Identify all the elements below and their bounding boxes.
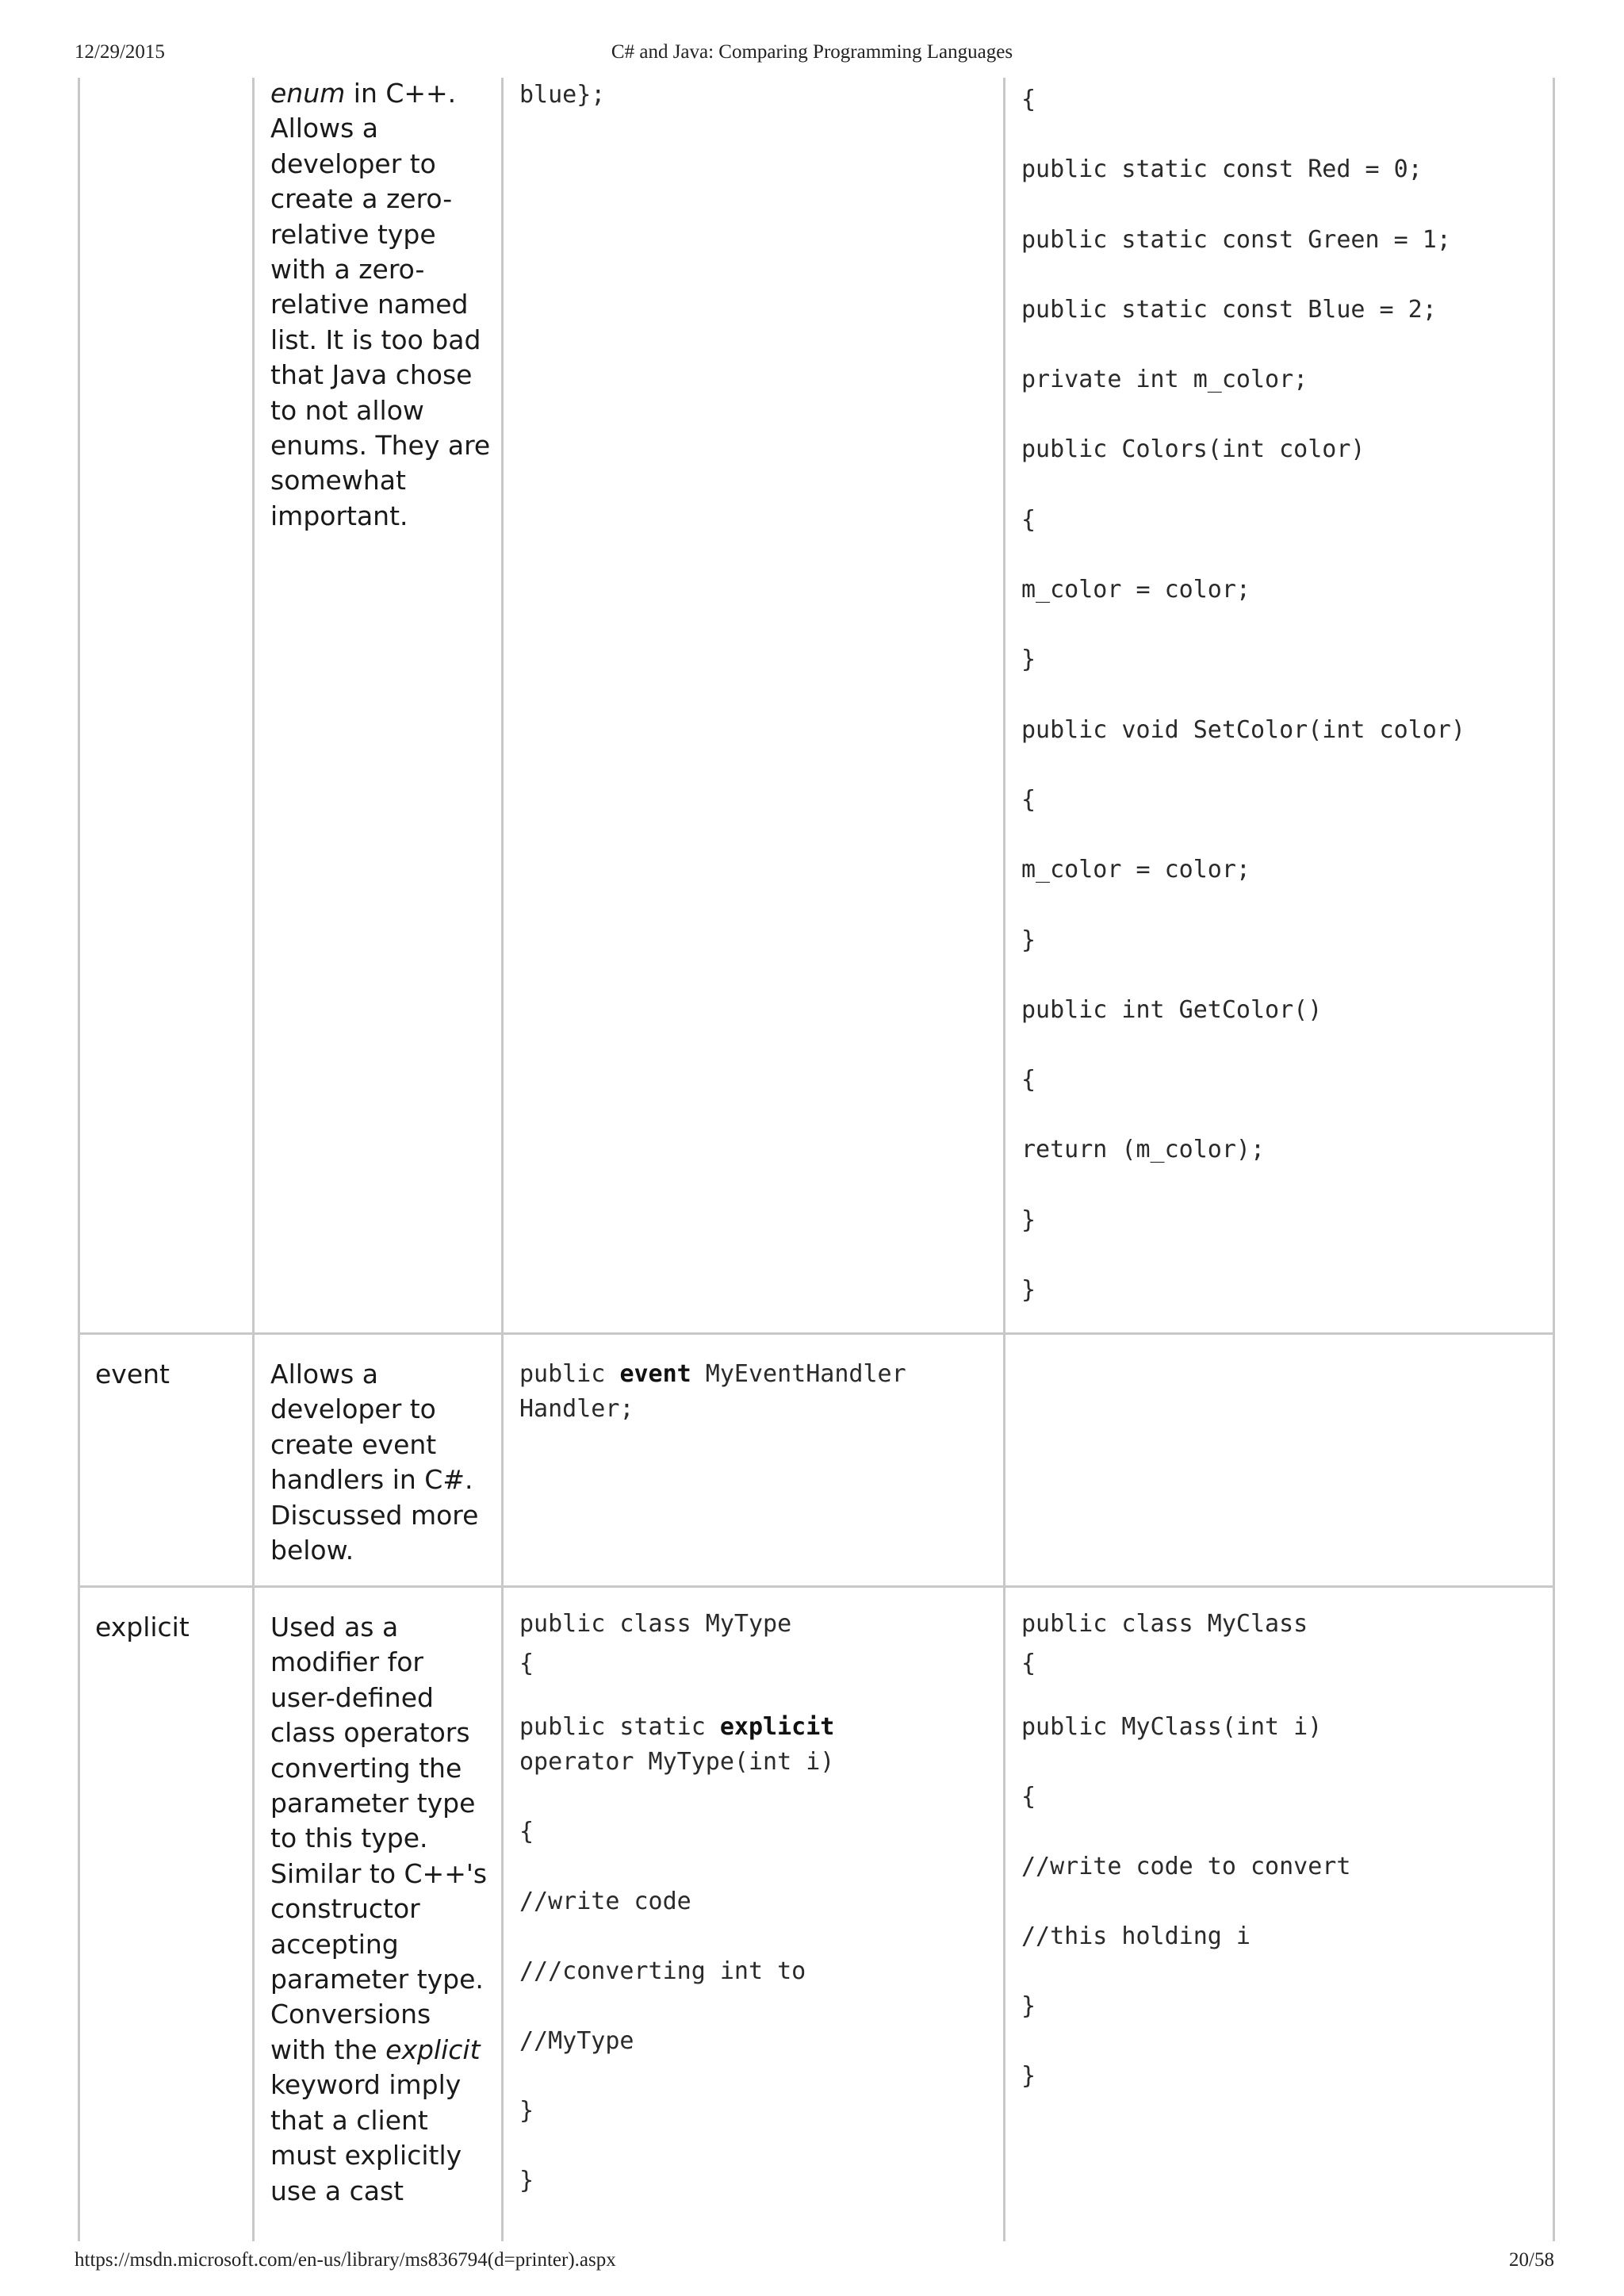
code-text: public static (519, 1713, 720, 1741)
code-line: public Colors(int color) (1021, 435, 1365, 464)
code-line: operator MyType(int i) (519, 1748, 835, 1776)
code-line: } (1021, 1992, 1036, 2020)
code-line: { (1021, 1783, 1036, 1811)
row-divider-2 (78, 1585, 1555, 1588)
code-line: ///converting int to (519, 1957, 806, 1985)
code-line: } (1021, 2062, 1036, 2090)
header-date: 12/29/2015 (75, 41, 165, 63)
event-description: Allows a developer to create event handlers in C#. Discussed more below. (270, 1359, 479, 1566)
code-line: { (1021, 1066, 1036, 1094)
table-border-left (78, 78, 80, 2241)
code-line: { (519, 1818, 534, 1846)
code-line: //this holding i (1021, 1922, 1251, 1950)
code-line: } (1021, 1276, 1036, 1305)
code-line: { (1021, 505, 1036, 534)
code-line: public static const Red = 0; (1021, 155, 1423, 184)
explicit-description (270, 1610, 492, 2209)
code-line: public static const Green = 1; (1021, 225, 1451, 254)
code-line: public static const Blue = 2; (1021, 295, 1437, 324)
footer-url: https://msdn.microsoft.com/en-us/library/ms836794(d=printer).aspx (75, 2249, 616, 2271)
table-border-right (1553, 78, 1555, 2241)
event-csharp-code (519, 1357, 963, 1427)
code-text: MyEventHandler Handler; (519, 1360, 921, 1423)
enum-term-italic: enum (270, 78, 346, 109)
code-line: //write code (519, 1888, 691, 1915)
explicit-description-text: Used as a modifier for user-defined class operators converting the parameter type to this type. Similar to C++'s constructor accepting parameter type. Conversions with the (270, 1612, 488, 2065)
code-line: //write code to convert (1021, 1853, 1351, 1880)
code-line: m_color = color; (1021, 576, 1251, 604)
enum-java-code (1021, 82, 1545, 1308)
explicit-term-italic: explicit (385, 2033, 481, 2065)
code-line: public MyClass(int i) (1021, 1713, 1323, 1741)
column-divider-1 (252, 78, 255, 2241)
code-line (519, 1710, 995, 1745)
code-line: } (1021, 1205, 1036, 1234)
explicit-csharp-code (519, 1607, 995, 2198)
code-line: } (1021, 646, 1036, 674)
code-line: public class MyClass (1021, 1610, 1308, 1638)
code-line: } (1021, 926, 1036, 954)
code-line: public void SetColor(int color) (1021, 715, 1465, 744)
code-line: { (1021, 86, 1036, 113)
row-divider-1 (78, 1332, 1555, 1335)
code-line: return (m_color); (1021, 1136, 1266, 1164)
code-line: m_color = color; (1021, 856, 1251, 884)
code-text: public (519, 1360, 620, 1388)
code-line: public class MyType (519, 1610, 792, 1638)
enum-csharp-code (519, 78, 995, 113)
code-line: blue}; (519, 81, 606, 109)
event-term: event (95, 1359, 170, 1389)
code-line: { (1021, 1650, 1036, 1677)
code-line: public int GetColor() (1021, 995, 1323, 1024)
explicit-term: explicit (95, 1612, 190, 1642)
enum-description-text: in C++. Allows a developer to create a zero-relative type with a zero-relative named list. It is too bad that Java chose to not allow enums. They are somewhat important. (270, 78, 491, 531)
code-line: private int m_color; (1021, 366, 1308, 394)
code-line: { (519, 1650, 534, 1677)
column-divider-3 (1003, 78, 1005, 2241)
enum-description (270, 76, 492, 534)
header-title: C# and Java: Comparing Programming Languages (611, 41, 1013, 63)
code-line: } (519, 2097, 534, 2125)
code-keyword: event (619, 1360, 691, 1388)
code-line: { (1021, 785, 1036, 814)
explicit-java-code (1021, 1607, 1545, 2094)
code-line (519, 1357, 963, 1427)
code-keyword: explicit (719, 1713, 835, 1741)
footer-page-number: 20/58 (1509, 2249, 1554, 2271)
code-line: } (519, 2167, 534, 2194)
column-divider-2 (501, 78, 504, 2241)
explicit-description-text-end: keyword imply that a client must explicitly use a cast (270, 2069, 462, 2206)
code-line: //MyType (519, 2027, 634, 2055)
